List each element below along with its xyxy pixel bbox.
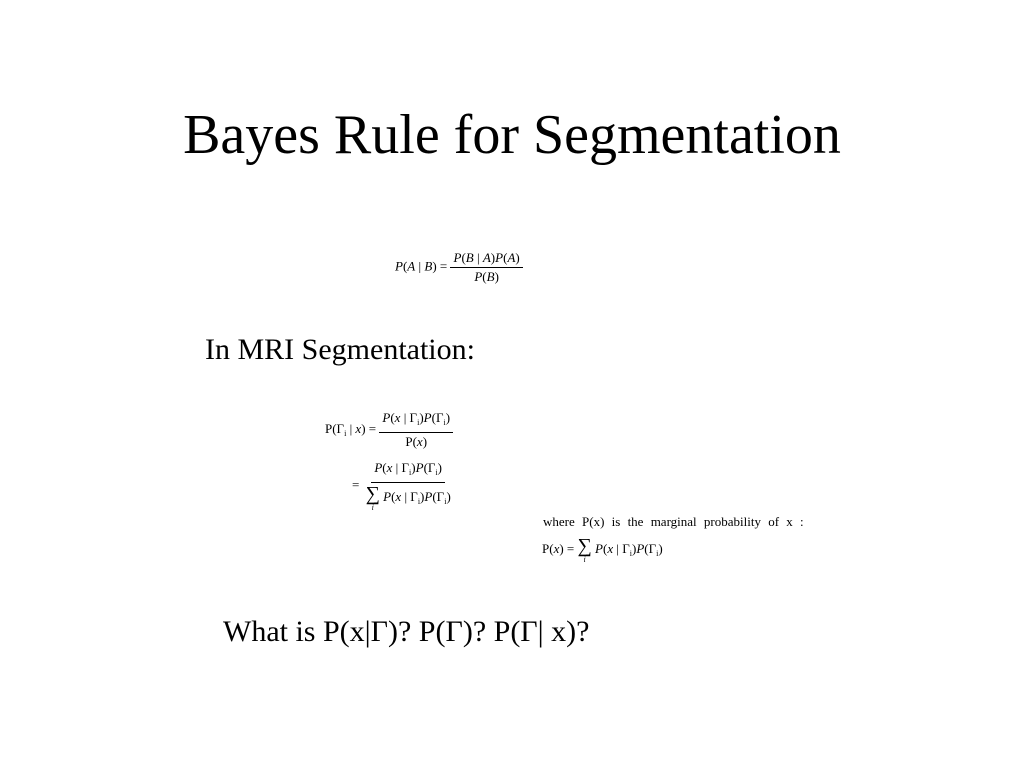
posterior-formula: $P(\Gamma_i$ | x) = $\frac{P(x | \Gamma_i)P(\Gamma_i)}{P(x)}$ (325, 410, 453, 450)
slide-title: Bayes Rule for Segmentation (183, 104, 841, 166)
summation-icon: ∑ i (577, 535, 592, 564)
question-text: What is P(x|Γ)? P(Γ)? P(Γ| x)? (223, 615, 590, 648)
summation-icon: ∑ i (365, 483, 380, 512)
expanded-posterior-formula: = P(x | $\Gamma_i)P(\Gamma_i)$ ∑ i P(x | $\Gamma_i)P(\Gamma_i)$ (352, 460, 451, 512)
section-heading: In MRI Segmentation: (205, 333, 475, 366)
bayes-rule-formula: P(A | B) = $\frac{P(B | A)P(A)}{P(B)}$ (395, 250, 523, 285)
marginal-formula: P(x) = ∑ i P(x | $\Gamma_i)P(\Gamma_i)$ (542, 535, 663, 564)
marginal-note: where P(x) is the marginal probability of x : (543, 514, 804, 529)
